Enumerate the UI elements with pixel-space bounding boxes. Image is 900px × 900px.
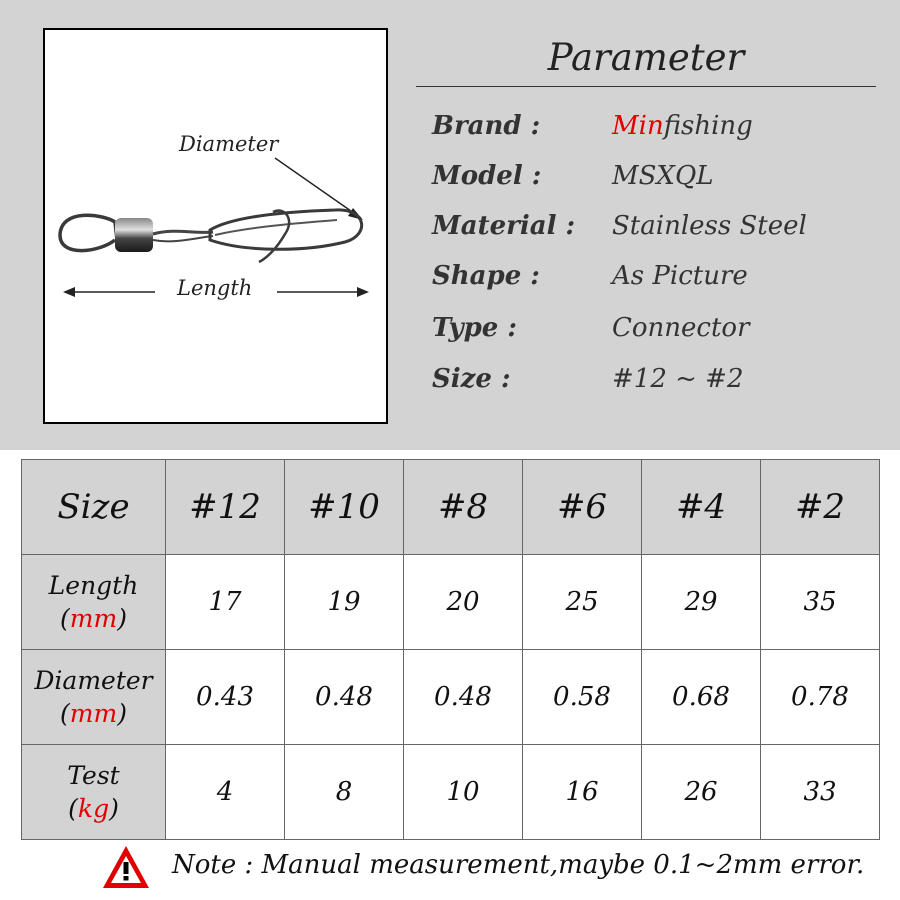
table-cell: 35 bbox=[761, 555, 880, 650]
param-value: Stainless Steel bbox=[612, 211, 807, 241]
row-label-test: Test (kg) bbox=[22, 745, 166, 840]
table-cell: 0.43 bbox=[166, 650, 285, 745]
table-cell: 0.68 bbox=[642, 650, 761, 745]
length-label: Length bbox=[177, 276, 253, 300]
note-text: Note : Manual measurement,maybe 0.1~2mm error. bbox=[172, 850, 865, 880]
param-value: Connector bbox=[612, 313, 750, 343]
table-cell: 33 bbox=[761, 745, 880, 840]
param-key: Model : bbox=[432, 161, 542, 191]
size-spec-table bbox=[21, 459, 880, 840]
size-cell: #6 bbox=[523, 460, 642, 555]
row-label-length: Length (mm) bbox=[22, 555, 166, 650]
size-cell: #4 bbox=[642, 460, 761, 555]
table-cell: 10 bbox=[404, 745, 523, 840]
swivel-barrel bbox=[115, 218, 153, 252]
param-key: Shape : bbox=[432, 261, 540, 291]
size-cell: #12 bbox=[166, 460, 285, 555]
parameter-title: Parameter bbox=[547, 36, 745, 79]
param-row-model bbox=[432, 161, 882, 201]
table-cell: 8 bbox=[285, 745, 404, 840]
table-row-length bbox=[22, 555, 880, 650]
table-cell: 0.78 bbox=[761, 650, 880, 745]
param-value: #12 ~ #2 bbox=[612, 364, 744, 394]
param-key: Size : bbox=[432, 364, 511, 394]
table-cell: 16 bbox=[523, 745, 642, 840]
param-row-brand bbox=[432, 111, 882, 151]
table-cell: 20 bbox=[404, 555, 523, 650]
size-cell: #2 bbox=[761, 460, 880, 555]
table-cell: 29 bbox=[642, 555, 761, 650]
measurement-note bbox=[100, 840, 865, 896]
table-cell: 0.48 bbox=[404, 650, 523, 745]
table-cell: 0.48 bbox=[285, 650, 404, 745]
param-row-type bbox=[432, 313, 882, 353]
table-cell: 17 bbox=[166, 555, 285, 650]
table-row-diameter bbox=[22, 650, 880, 745]
size-cell: #8 bbox=[404, 460, 523, 555]
table-header-row bbox=[22, 460, 880, 555]
unit-label: mm bbox=[69, 699, 118, 728]
param-value: MSXQL bbox=[612, 161, 714, 191]
table-cell: 0.58 bbox=[523, 650, 642, 745]
brand-highlight: Min bbox=[612, 111, 664, 141]
product-image-frame bbox=[43, 28, 388, 424]
title-divider bbox=[416, 86, 876, 87]
table-cell: 26 bbox=[642, 745, 761, 840]
unit-label: kg bbox=[77, 794, 110, 823]
diameter-label: Diameter bbox=[179, 132, 279, 156]
size-cell: #10 bbox=[285, 460, 404, 555]
snap-swivel-illustration bbox=[45, 30, 386, 422]
param-key: Brand : bbox=[432, 111, 541, 141]
diameter-arrow bbox=[275, 158, 361, 218]
table-row-test bbox=[22, 745, 880, 840]
warning-icon bbox=[100, 843, 152, 891]
table-cell: 4 bbox=[166, 745, 285, 840]
param-value: As Picture bbox=[612, 261, 748, 291]
table-cell: 19 bbox=[285, 555, 404, 650]
param-row-material bbox=[432, 211, 882, 251]
param-row-size bbox=[432, 364, 882, 404]
size-header: Size bbox=[22, 460, 166, 555]
unit-label: mm bbox=[69, 604, 118, 633]
table-cell: 25 bbox=[523, 555, 642, 650]
param-row-shape bbox=[432, 261, 882, 301]
param-key: Type : bbox=[432, 313, 517, 343]
row-label-diameter: Diameter (mm) bbox=[22, 650, 166, 745]
param-key: Material : bbox=[432, 211, 576, 241]
param-value: Minfishing bbox=[612, 111, 753, 141]
